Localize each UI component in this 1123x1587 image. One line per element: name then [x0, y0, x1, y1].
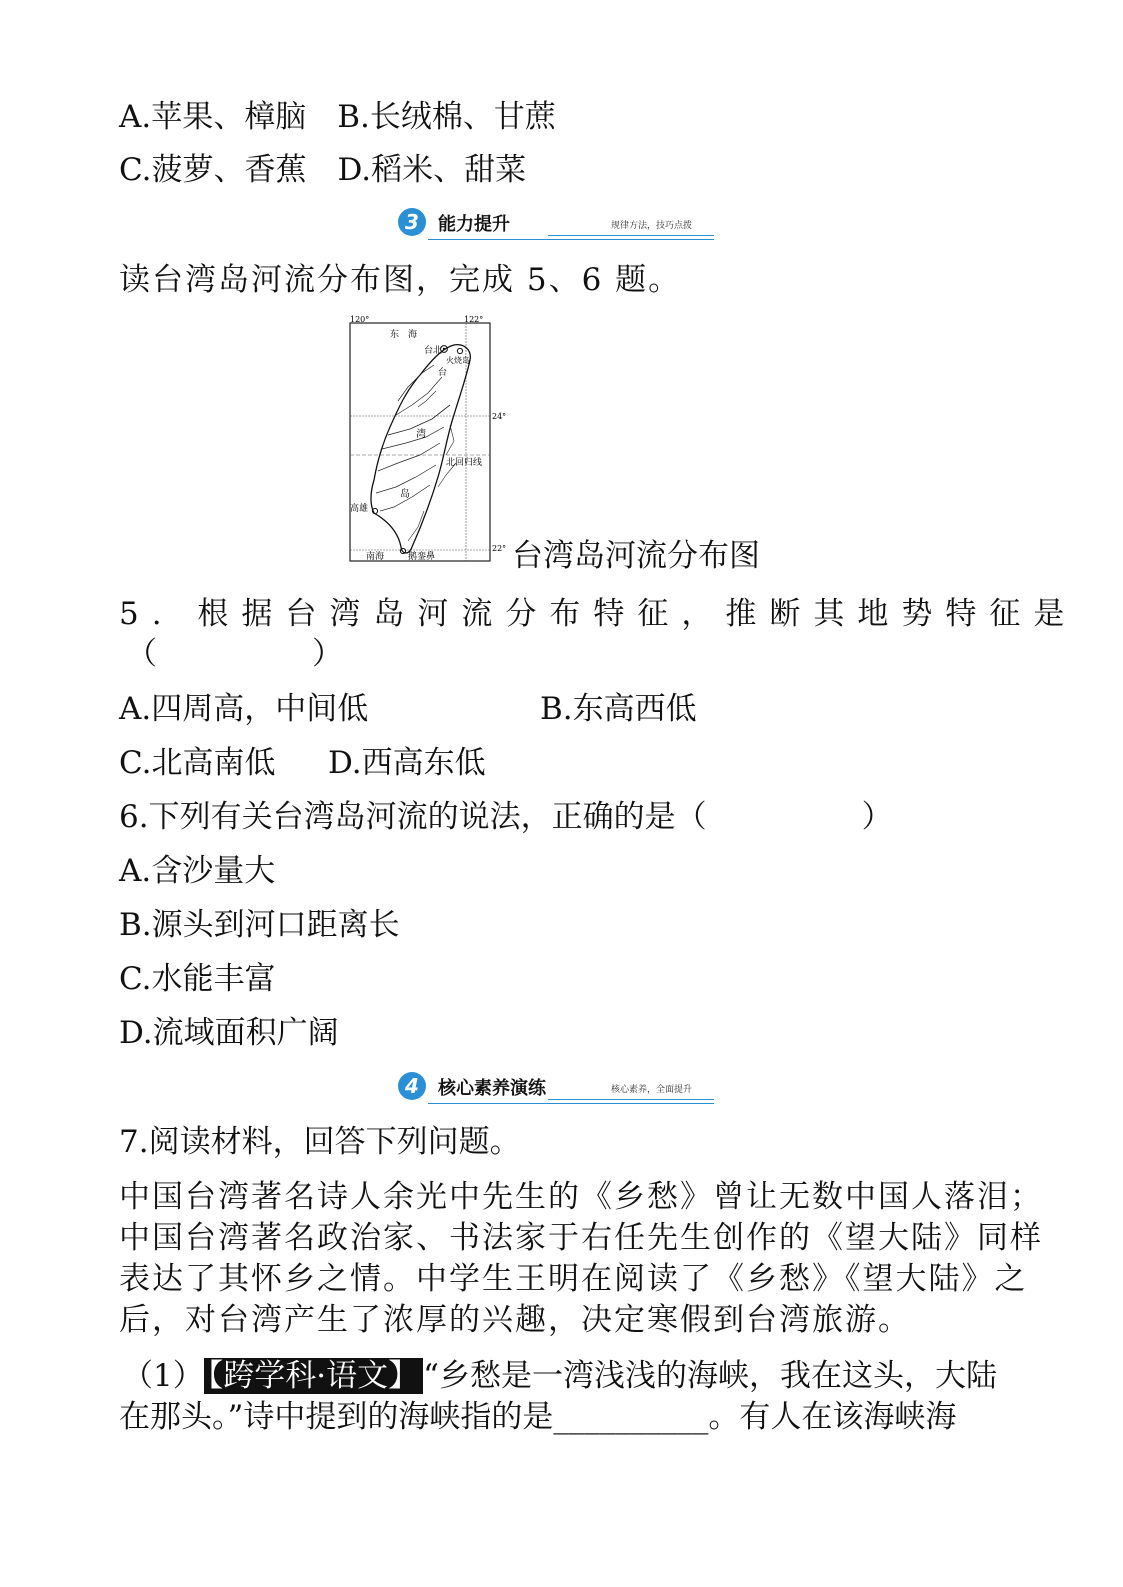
banner-rule — [428, 239, 714, 240]
section-subtitle: 核心素养，全面提升 — [610, 1085, 692, 1095]
section-title: 能力提升 — [438, 214, 510, 235]
q5-option-b: B.东高西低 — [540, 691, 697, 727]
tropic-label: 北回归线 — [446, 458, 483, 468]
q5-answer-paren: （ ） — [126, 636, 343, 672]
q7-material-line: 表达了其怀乡之情。中学生王明在阅读了《乡愁》《望大陆》之 — [119, 1261, 1028, 1297]
answer-blank[interactable]: __________ — [553, 1399, 709, 1435]
q6-option-c: C.水能丰富 — [119, 961, 276, 997]
q7-sub1-line1 — [122, 1356, 997, 1396]
q7-sub1-number: （1） — [122, 1358, 204, 1394]
section-banner-ability — [398, 208, 714, 242]
q7-material-line: 后，对台湾产生了浓厚的兴趣，决定寒假到台湾旅游。 — [119, 1302, 911, 1338]
taiwan-river-map — [346, 315, 507, 565]
east-sea-label: 东 海 — [390, 330, 418, 340]
banner-rule — [548, 1099, 714, 1100]
eluanbi-label: 鹅銮鼻 — [408, 552, 436, 562]
section-banner-core — [398, 1072, 714, 1106]
interdisciplinary-tag: 【跨学科·语文】 — [204, 1358, 423, 1394]
q7-material-line: 中国台湾著名诗人余光中先生的《乡愁》曾让无数中国人落泪； — [119, 1179, 1043, 1215]
q5-stem: 5. 根据台湾岛河流分布特征，推断其地势特征是 — [119, 596, 1078, 632]
q7-sub1-text: “乡愁是一湾浅浅的海峡，我在这头，大陆 — [423, 1358, 997, 1394]
q6-stem: 6.下列有关台湾岛河流的说法，正确的是（ ） — [119, 799, 893, 835]
tai-label: 台 — [438, 368, 448, 378]
taibei-label: 台北 — [424, 346, 443, 356]
south-sea-label: 南海 — [366, 552, 385, 562]
q7-stem: 7.阅读材料，回答下列问题。 — [119, 1124, 521, 1160]
lon-left-label: 120° — [350, 315, 370, 324]
q5-option-c: C.北高南低 — [119, 745, 276, 781]
q6-option-a: A.含沙量大 — [119, 853, 276, 889]
q5-option-a: A.四周高，中间低 — [119, 691, 369, 727]
island-outline — [371, 345, 470, 553]
map-caption: 台湾岛河流分布图 — [512, 538, 760, 574]
banner-rule — [548, 235, 714, 236]
section-number-badge: 4 — [398, 1072, 426, 1100]
q7-material-line: 中国台湾著名政治家、书法家于右任先生创作的《望大陆》同样 — [119, 1220, 1043, 1256]
section-number-badge: 3 — [398, 208, 426, 236]
q6-option-d: D.流域面积广阔 — [119, 1015, 339, 1051]
reading-intro: 读台湾岛河流分布图，完成 5、6 题。 — [119, 262, 682, 298]
q7-sub1-text2: 在那头。”诗中提到的海峡指的是 — [119, 1399, 554, 1435]
q4-options-line1: A.苹果、樟脑 B.长绒棉、甘蔗 — [119, 99, 556, 135]
section-subtitle: 规律方法，技巧点拨 — [610, 221, 692, 231]
huoshaodao-label: 火烧岛 — [446, 356, 470, 365]
dao-label: 岛 — [400, 489, 410, 500]
wan-label: 湾 — [416, 429, 426, 440]
lat-22-label: 22° — [492, 544, 507, 553]
banner-rule — [428, 1103, 714, 1104]
q7-sub1-line2 — [119, 1397, 956, 1437]
q5-option-d: D.西高东低 — [328, 745, 486, 781]
q7-sub1-text3: 。有人在该海峡海 — [708, 1399, 957, 1435]
lat-24-label: 24° — [492, 412, 507, 421]
q4-options-line2: C.菠萝、香蕉 D.稻米、甜菜 — [119, 152, 527, 188]
gaoxiong-label: 高雄 — [350, 504, 369, 514]
section-title: 核心素养演练 — [438, 1078, 546, 1099]
q6-option-b: B.源头到河口距离长 — [119, 907, 400, 943]
lon-right-label: 122° — [464, 315, 484, 324]
